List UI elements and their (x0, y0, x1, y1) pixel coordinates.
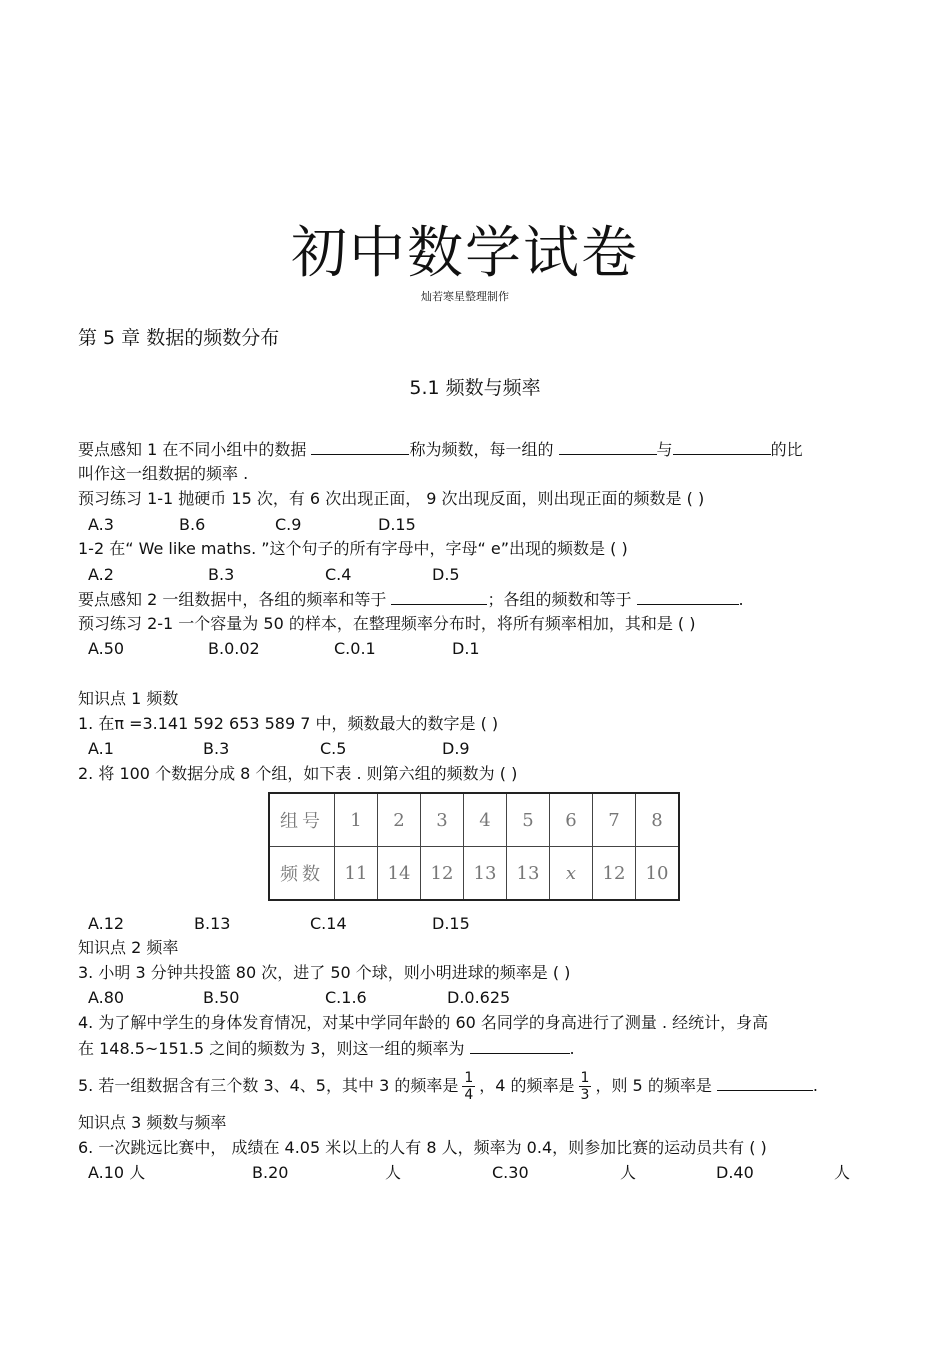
option: C.1.6 (325, 988, 367, 1007)
table-cell: 11 (335, 847, 378, 901)
question-5-text-a: 5. 若一组数据含有三个数 3、4、5，其中 3 的频率是 (78, 1076, 459, 1095)
key-point-1-text-a: 要点感知 1 在不同小组中的数据 (78, 440, 312, 459)
option-unit: 人 (385, 1163, 402, 1182)
option: B.50 (203, 988, 240, 1007)
table-cell: 12 (421, 847, 464, 901)
option: C.4 (325, 565, 352, 584)
option: D.15 (378, 515, 416, 534)
question-2-stem: 2. 将 100 个数据分成 8 个组，如下表 . 则第六组的频数为 ( ) (78, 764, 518, 783)
table-cell: 1 (335, 793, 378, 847)
option: C.30 (492, 1163, 529, 1182)
table-row (269, 793, 679, 847)
knowledge-point-1: 知识点 1 频数 (78, 689, 179, 708)
fraction (579, 1070, 592, 1103)
table-cell: 13 (507, 847, 550, 901)
question-4-line1: 4. 为了解中学生的身体发育情况，对某中学同年龄的 60 名同学的身高进行了测量 . 经统计，身高 (78, 1013, 769, 1032)
practice-1-2-options (88, 564, 460, 586)
option: B.13 (194, 914, 231, 933)
question-6-stem: 6. 一次跳远比赛中， 成绩在 4.05 米以上的人有 8 人，频率为 0.4，则参加比赛的运动员共有 ( ) (78, 1138, 767, 1157)
table-cell: 5 (507, 793, 550, 847)
table-cell: x (550, 847, 593, 901)
fraction-numerator: 1 (464, 1070, 474, 1086)
option: B.0.02 (208, 639, 260, 658)
table-cell: 2 (378, 793, 421, 847)
option: C.14 (310, 914, 347, 933)
practice-1-1-stem: 预习练习 1-1 抛硬币 15 次，有 6 次出现正面， 9 次出现反面，则出现正面的频数是 ( ) (78, 489, 705, 508)
table-cell: 8 (636, 793, 680, 847)
option: A.2 (88, 565, 114, 584)
key-point-2-text-c: . (738, 590, 744, 609)
answer-blank (470, 1037, 570, 1054)
question-6-options (88, 1162, 850, 1184)
key-point-1-text-b: 称为频数，每一组的 (409, 440, 559, 459)
question-1-options (88, 738, 470, 760)
table-header-cell: 组号 (269, 793, 335, 847)
question-3-stem: 3. 小明 3 分钟共投篮 80 次，进了 50 个球，则小明进球的频率是 ( ) (78, 963, 571, 982)
option-unit: 人 (834, 1163, 851, 1182)
table-cell: 6 (550, 793, 593, 847)
option: B.3 (203, 739, 230, 758)
option: C.5 (320, 739, 347, 758)
answer-blank (637, 588, 739, 605)
practice-2-1-options (88, 638, 480, 660)
question-5 (78, 1064, 818, 1108)
section-heading: 5.1 频数与频率 (409, 377, 541, 399)
table-cell: 4 (464, 793, 507, 847)
knowledge-point-2: 知识点 2 频率 (78, 938, 179, 957)
table-cell: 10 (636, 847, 680, 901)
practice-1-2-stem: 1-2 在“ We like maths. ”这个句子的所有字母中，字母“ e”出现的频数是 ( ) (78, 539, 628, 558)
chapter-heading: 第 5 章 数据的频数分布 (78, 327, 280, 349)
question-3-options (88, 987, 510, 1009)
table-cell: 3 (421, 793, 464, 847)
option: D.15 (432, 914, 470, 933)
option: A.1 (88, 739, 114, 758)
question-1-stem: 1. 在π =3.141 592 653 589 7 中，频数最大的数字是 ( ) (78, 714, 499, 733)
page-title: 初中数学试卷 (291, 221, 639, 286)
key-point-2 (78, 588, 744, 611)
option: B.20 (252, 1163, 289, 1182)
question-4-text-b: . (569, 1039, 575, 1058)
answer-blank (391, 588, 487, 605)
option: B.6 (179, 515, 206, 534)
key-point-2-text-a: 要点感知 2 一组数据中，各组的频率和等于 (78, 590, 392, 609)
practice-1-1-options (88, 514, 416, 536)
practice-2-1-stem: 预习练习 2-1 一个容量为 50 的样本，在整理频率分布时，将所有频率相加，其和是 ( ) (78, 614, 696, 633)
option: B.3 (208, 565, 235, 584)
option: A.12 (88, 914, 125, 933)
key-point-1-text-d: 的比 (770, 440, 803, 459)
question-4-text-a: 在 148.5~151.5 之间的频数为 3，则这一组的频率为 (78, 1039, 470, 1058)
answer-blank (311, 438, 409, 455)
key-point-1-text-c: 与 (656, 440, 673, 459)
table-cell: 13 (464, 847, 507, 901)
frequency-table (268, 792, 680, 901)
table-cell: 7 (593, 793, 636, 847)
option: D.1 (452, 639, 480, 658)
answer-blank (559, 438, 657, 455)
question-2-options (88, 913, 470, 935)
knowledge-point-3: 知识点 3 频数与频率 (78, 1113, 227, 1132)
option: A.80 (88, 988, 125, 1007)
table-row (269, 847, 679, 901)
option: C.0.1 (334, 639, 376, 658)
fraction-denominator: 3 (580, 1087, 590, 1103)
page-subtitle: 灿若寒星整理制作 (421, 290, 509, 303)
question-4-line2 (78, 1037, 575, 1060)
option: D.0.625 (447, 988, 511, 1007)
key-point-1-line2: 叫作这一组数据的频率 . (78, 464, 249, 483)
key-point-2-text-b: ；各组的频数和等于 (487, 590, 637, 609)
table-cell: 14 (378, 847, 421, 901)
option: A.10 人 (88, 1163, 146, 1182)
answer-blank (717, 1074, 813, 1091)
option: A.3 (88, 515, 114, 534)
option: D.9 (442, 739, 470, 758)
option: D.5 (432, 565, 460, 584)
fraction-numerator: 1 (580, 1070, 590, 1086)
option-unit: 人 (620, 1163, 637, 1182)
option: C.9 (275, 515, 302, 534)
question-5-text-d: . (812, 1076, 819, 1095)
fraction (462, 1070, 475, 1103)
key-point-1-line1 (78, 438, 803, 461)
table-header-cell: 频数 (269, 847, 335, 901)
option: D.40 (716, 1163, 754, 1182)
fraction-denominator: 4 (464, 1087, 474, 1103)
question-5-text-c: ，则 5 的频率是 (595, 1076, 717, 1095)
answer-blank (673, 438, 771, 455)
option: A.50 (88, 639, 125, 658)
question-5-text-b: ，4 的频率是 (479, 1076, 575, 1095)
table-cell: 12 (593, 847, 636, 901)
